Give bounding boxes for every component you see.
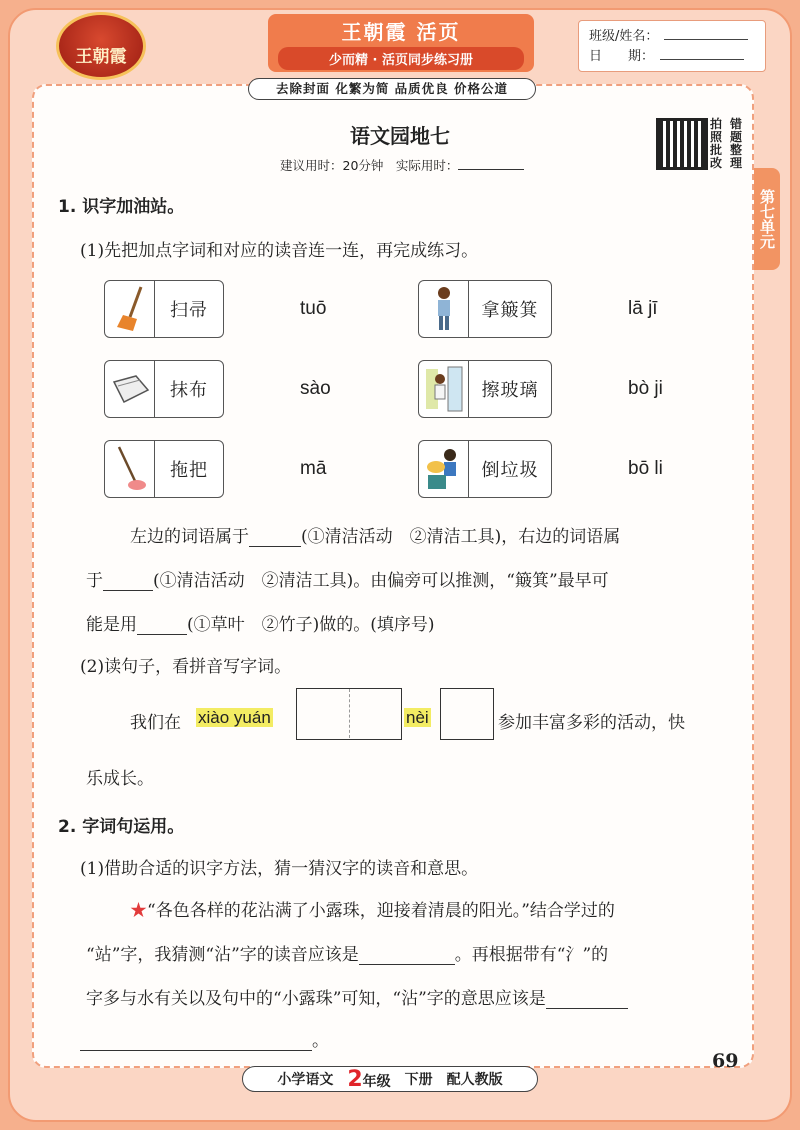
logo-text: 王朝霞 [75,47,127,67]
para-text: 字多与水有关以及句中的“小露珠”可知，“沾”字的意思应该是 [86,989,546,1009]
card-word: 拿簸箕 [481,300,539,321]
word-card-window[interactable] [418,360,552,418]
para-text: 左边的词语属于 [130,527,249,547]
q2-para-line3 [86,984,628,1009]
qr-char: 改 [710,156,723,170]
brand-subtitle: 少而精 · 活页同步练习册 [278,47,524,70]
para-text: “各色各样的花沾满了小露珠，迎接着清晨的阳光。”结合学过的 [147,901,615,921]
writing-grid-1[interactable] [296,688,402,740]
pinyin-option[interactable]: tuō [300,298,327,319]
word-card-mop[interactable] [104,440,224,498]
brand-logo [56,12,146,80]
para-text: 于 [86,571,103,591]
answer-blank[interactable] [137,617,187,635]
para-text: “站”字，我猜测“沾”字的读音应该是 [86,945,359,965]
slogan-bar: 去除封面 化繁为简 品质优良 价格公道 [248,78,536,100]
pinyin-prompt-1 [196,708,273,728]
sentence-end: 乐成长。 [86,769,154,789]
answer-blank[interactable] [546,991,628,1009]
brand-title: 王朝霞 活页 [341,20,461,44]
answer-blank[interactable] [359,947,455,965]
footer-bar [242,1066,538,1092]
qr-char: 照 [710,130,723,144]
para-text: 能是用 [86,615,137,635]
para-text: (①草叶 ②竹子)做的。(填序号) [187,615,435,635]
question-2-heading: 2. 字词句运用。 [58,817,185,837]
question-1-heading: 1. 识字加油站。 [58,197,185,217]
class-name-blank[interactable] [664,28,748,40]
word-card-dustpan[interactable] [418,280,552,338]
time-hint [280,156,524,174]
card-word: 倒垃圾 [481,460,539,481]
mop-icon [105,441,155,497]
pinyin-xiaoyuan: xiào yuán [198,708,271,727]
pinyin-option[interactable]: mā [300,458,327,479]
sentence-start: 我们在 [130,713,181,733]
para-text: (①清洁活动 ②清洁工具)，右边的词语属 [301,527,621,547]
q2-para-line2 [86,940,608,965]
word-card-sweep[interactable] [104,280,224,338]
answer-blank[interactable] [80,1033,312,1051]
footer-volume: 下册 [404,1072,433,1088]
footer-grade-number: 2 [347,1066,363,1092]
word-card-cloth[interactable] [104,360,224,418]
pinyin-option[interactable]: bò ji [628,378,663,399]
page-number: 69 [712,1050,739,1072]
footer-subject: 小学语文 [277,1072,334,1088]
para-text: 。 [312,1031,329,1051]
date-blank[interactable] [660,48,744,60]
star-icon: ★ [130,901,147,921]
q2-sub1: (1)借助合适的识字方法，猜一猜汉字的读音和意思。 [80,859,479,879]
q1-sub2: (2)读句子，看拼音写字词。 [80,657,292,677]
q1-para-line3 [86,610,435,635]
window-cleaning-icon [419,361,469,417]
qr-code-icon[interactable] [656,118,708,170]
qr-char: 拍 [710,117,723,131]
broom-icon [105,281,155,337]
writing-grid-2[interactable] [440,688,494,740]
q1-para-line1 [130,522,620,547]
grid-cell[interactable] [349,689,401,738]
time-hint-text: 建议用时：20分钟 实际用时： [280,158,459,173]
card-word: 擦玻璃 [481,380,539,401]
brand-banner [268,14,534,72]
class-name-label: 班级/姓名： [589,29,659,44]
sentence-middle: 参加丰富多彩的活动，快 [498,713,685,733]
q1-para-line2 [86,566,609,591]
page-title: 语文园地七 [350,124,450,148]
pinyin-option[interactable]: lā jī [628,298,658,319]
grid-cell[interactable] [297,689,349,738]
pinyin-option[interactable]: bō li [628,458,663,479]
word-card-trash[interactable] [418,440,552,498]
pinyin-nei: nèi [406,708,429,727]
qr-char: 批 [710,143,723,157]
qr-caption [710,118,750,170]
answer-blank[interactable] [249,529,301,547]
date-label: 日 期： [589,49,655,64]
q2-para-line1 [130,896,615,921]
pinyin-option[interactable]: sào [300,378,331,399]
grid-cell[interactable] [441,689,493,738]
qr-char: 错 [730,117,743,131]
pinyin-prompt-2 [404,708,431,728]
cloth-icon [105,361,155,417]
footer-edition: 配人教版 [446,1072,503,1088]
unit-tab: 第七单元 [754,168,780,270]
qr-char: 理 [730,156,743,170]
trash-dumping-icon [419,441,469,497]
card-word: 抹布 [170,380,208,401]
card-word: 扫帚 [170,300,208,321]
dustpan-person-icon [419,281,469,337]
card-word: 拖把 [170,460,208,481]
answer-blank[interactable] [103,573,153,591]
q2-para-line4 [80,1026,329,1051]
actual-time-blank[interactable] [458,158,524,170]
para-text: (①清洁活动 ②清洁工具)。由偏旁可以推测，“簸箕”最早可 [153,571,609,591]
footer-grade-word: 年级 [362,1073,391,1090]
para-text: 。再根据带有“氵”的 [454,945,609,965]
name-date-box [578,20,766,72]
qr-char: 题 [730,130,743,144]
q1-sub1: (1)先把加点字词和对应的读音连一连，再完成练习。 [80,241,479,261]
qr-char: 整 [730,143,743,157]
